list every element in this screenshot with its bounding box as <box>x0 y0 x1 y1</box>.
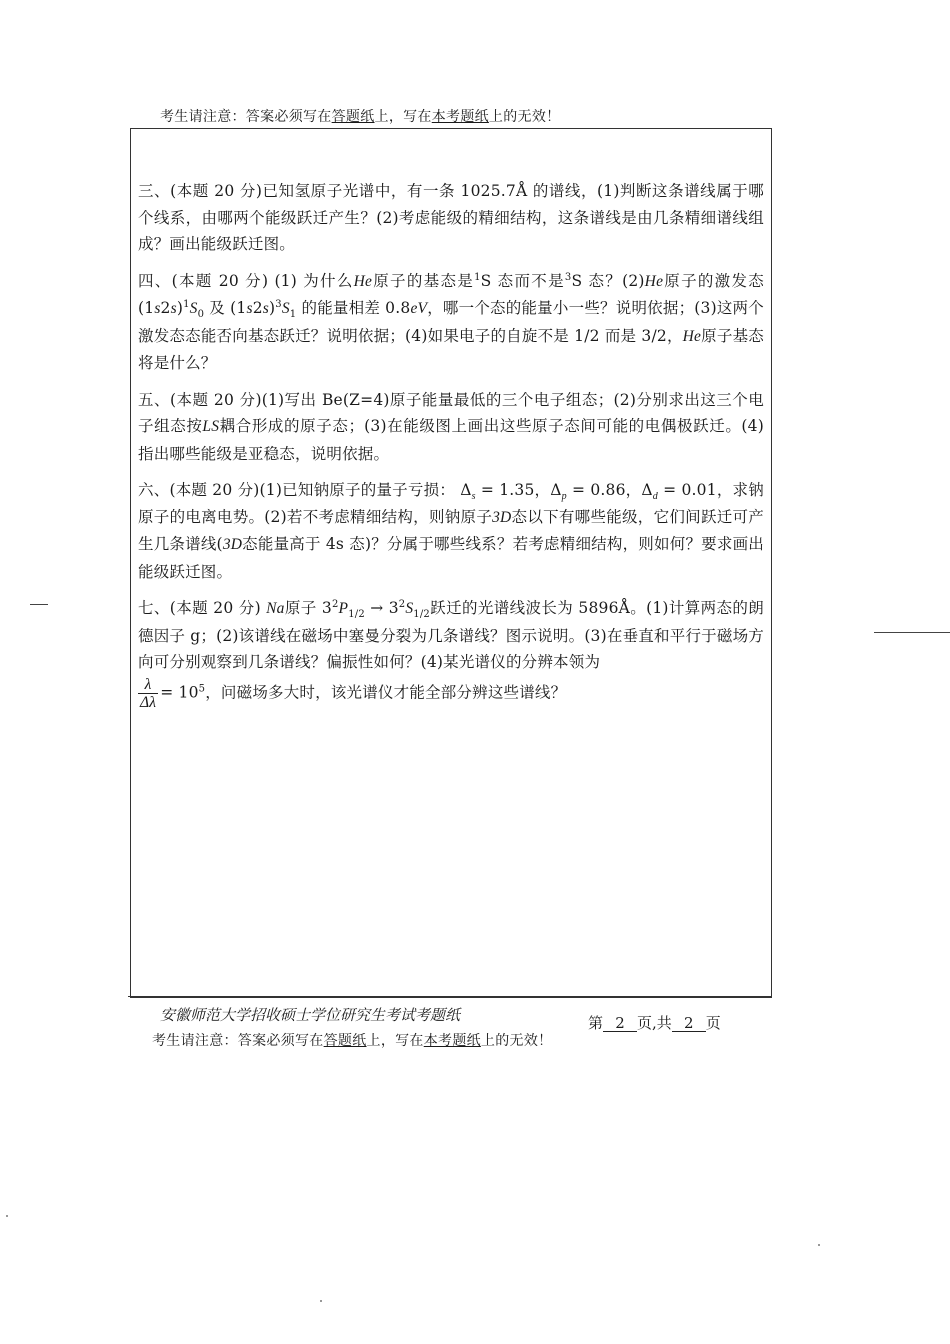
page-current: 2 <box>603 1015 637 1032</box>
question-3-label: 三、(本题 20 分) <box>138 182 263 200</box>
question-6: 六、(本题 20 分)(1)已知钠原子的量子亏损： $\Delta_s = 1.35$，$\Delta_p = 0.86$，$\Delta_d = 0.01$，求钠原子的电离电势。(2)若不考虑精细结构，则钠原子3D态以下有哪些能级，它们间跃迁可产生几条谱线(3D态能量高于 4s 态)？分属于哪些线系？若考虑精细结构，则如何？要求画出能级跃迁图。 <box>138 481 764 581</box>
resolving-power-fraction: $\frac{\lambda}{\Delta\lambda}$ <box>140 675 157 711</box>
question-list <box>138 178 764 721</box>
question-5-label: 五、(本题 20 分) <box>138 390 262 409</box>
scan-mark-right <box>874 632 950 633</box>
question-3-text: 已知氢原子光谱中，有一条 1025.7Å 的谱线，(1)判断这条谱线属于哪个线系，由哪两个能级跃迁产生？(2)考虑能级的精细结构，这条谱线是由几条精细谱线组成？画出能级跃迁图。 <box>138 182 765 253</box>
page-total: 2 <box>672 1015 706 1032</box>
scan-mark-left <box>30 604 48 605</box>
question-7: 七、(本题 20 分) Na原子 $3^2P_{1/2} \to 3^2S_{1/2}$跃迁的光谱线波长为 5896Å。(1)计算两态的朗德因子 g；(2)该谱线在磁场中塞曼分裂为几条谱线？图示说明。(3)在垂直和平行于磁场方向可分别观察到几条谱线？偏振性如何？(4)某光谱仪的分辨本领为 $\frac{\lambda}{\Delta\lambda}$ = $10^5$，问磁场多大时，该光谱仪才能全部分辨这些谱线？ <box>138 598 764 711</box>
scan-speck <box>320 1300 322 1302</box>
question-6-label: 六、(本题 20 分) <box>138 481 260 499</box>
notice-top: 考生请注意：答案必须写在答题纸上，写在本考题纸上的无效！ <box>160 109 561 125</box>
footer-title: 安徽师范大学招收硕士学位研究生考试考题纸 <box>160 1006 461 1024</box>
question-7-label: 七、(本题 20 分) <box>138 599 261 617</box>
scan-speck <box>818 1244 820 1246</box>
page-indicator: 第 2 页,共 2 页 <box>588 1014 721 1032</box>
bottom-rule <box>128 996 772 997</box>
scan-speck <box>6 1215 8 1217</box>
question-3 <box>138 178 764 258</box>
question-4-label: 四、(本题 20 分) <box>138 271 269 290</box>
question-4: 四、(本题 20 分) (1) 为什么He原子的基态是$^1$S 态而不是$^3$S 态？(2)He原子的激发态$(1s2s)^1S_0$ 及 $(1s2s)^3S_1$ 的能量相差 0.8eV，哪一个态的能量小一些？说明依据；(3)这两个激发态态能否向基态跃迁？说明依据；(4)如果电子的自旋不是 1/2 而是 3/2，He原子基态将是什么？ <box>138 271 764 372</box>
notice-bottom: 考生请注意：答案必须写在答题纸上，写在本考题纸上的无效！ <box>152 1033 553 1049</box>
question-5: 五、(本题 20 分)(1)写出 Be(Z=4)原子能量最低的三个电子组态；(2)分别求出这三个电子组态按LS耦合形成的原子态；(3)在能级图上画出这些原子态间可能的电偶极跃迁。(4)指出哪些能级是亚稳态，说明依据。 <box>138 390 764 463</box>
